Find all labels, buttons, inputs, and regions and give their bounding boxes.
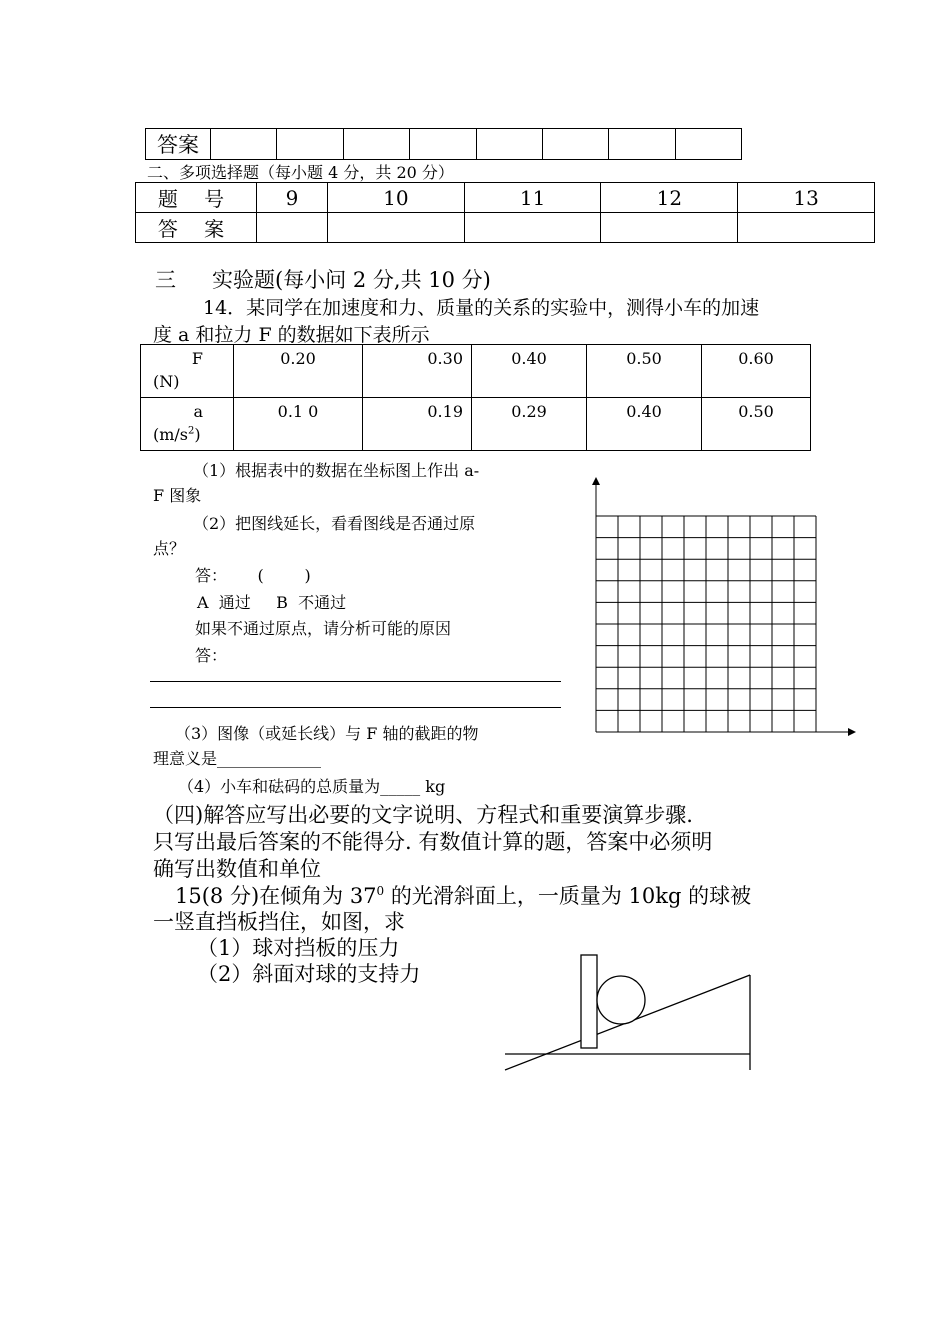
answer-cell[interactable] — [738, 213, 875, 243]
a-label: a — [193, 402, 203, 421]
section2-heading: 二、多项选择题（每小题 4 分，共 20 分） — [147, 163, 454, 182]
f-value: 0.50 — [587, 345, 702, 398]
f-value: 0.30 — [363, 345, 472, 398]
f-value: 0.20 — [234, 345, 363, 398]
section3-heading: 实验题(每小问 2 分,共 10 分) — [212, 268, 491, 292]
data-table — [140, 344, 811, 451]
a-unit: $(m/s^2)$ — [153, 425, 201, 444]
p2-options: A 通过 B 不通过 — [197, 593, 347, 612]
answer-cell[interactable] — [211, 129, 277, 160]
answer-cell[interactable] — [328, 213, 465, 243]
question-number: 11 — [464, 183, 601, 213]
question-number: 13 — [738, 183, 875, 213]
p3-line2: 理意义是_____________ — [153, 749, 322, 768]
ball — [597, 976, 645, 1024]
f-value: 0.60 — [702, 345, 811, 398]
a-label-cell — [141, 398, 234, 451]
q14-line1: 14．某同学在加速度和力、质量的关系的实验中，测得小车的加速 — [203, 297, 760, 319]
q14-line2: 度 a 和拉力 F 的数据如下表所示 — [153, 324, 430, 346]
f-label-cell — [141, 345, 234, 398]
answer-cell[interactable] — [277, 129, 343, 160]
a-value: 0.29 — [472, 398, 587, 451]
answer-cell[interactable] — [343, 129, 409, 160]
multi-choice-table — [135, 182, 875, 243]
question-number: 10 — [328, 183, 465, 213]
p4: （4）小车和砝码的总质量为_____ kg — [178, 777, 446, 796]
plot-grid[interactable] — [585, 475, 865, 745]
p2-line1: （2）把图线延长，看看图线是否通过原 — [193, 514, 476, 533]
answer-cell[interactable] — [257, 213, 328, 243]
answer-row-table — [145, 128, 742, 160]
question-number: 12 — [601, 183, 738, 213]
answer-cell[interactable] — [609, 129, 675, 160]
section4-line2: 只写出最后答案的不能得分. 有数值计算的题，答案中必须明 — [153, 830, 713, 854]
answer-row-label: 答 案 — [136, 213, 257, 243]
section4-line3: 确写出数值和单位 — [153, 857, 321, 881]
q15-line1: 15(8 分)在倾角为 $37^0$ 的光滑斜面上，一质量为 10kg 的球被 — [175, 884, 752, 908]
f-value: 0.40 — [472, 345, 587, 398]
p1-line1: （1）根据表中的数据在坐标图上作出 a- — [193, 461, 480, 480]
p2-answer: 答： ( ) — [195, 566, 311, 585]
answer-cell[interactable] — [410, 129, 476, 160]
question-number: 9 — [257, 183, 328, 213]
x-axis-arrow-icon — [848, 728, 856, 736]
answer-cell[interactable] — [601, 213, 738, 243]
answer-cell[interactable] — [675, 129, 741, 160]
a-value: 0.19 — [363, 398, 472, 451]
a-value: 0.1 0 — [234, 398, 363, 451]
answer-blank-line[interactable] — [150, 707, 561, 708]
a-value: 0.40 — [587, 398, 702, 451]
answer-cell[interactable] — [542, 129, 608, 160]
p2-line2: 点？ — [153, 539, 186, 558]
answer-cell[interactable] — [476, 129, 542, 160]
answer-cell[interactable] — [464, 213, 601, 243]
incline-diagram — [500, 950, 760, 1080]
answer-row-label: 答案 — [146, 129, 211, 160]
section4-line1: （四)解答应写出必要的文字说明、方程式和重要演算步骤. — [153, 803, 693, 827]
a-value: 0.50 — [702, 398, 811, 451]
vertical-board — [581, 955, 597, 1048]
number-row-label: 题 号 — [136, 183, 257, 213]
section3-number: 三 — [155, 268, 176, 292]
f-unit: (N) — [153, 372, 180, 391]
p1-line2: F 图象 — [153, 486, 202, 505]
q15-sub1: （1）球对挡板的压力 — [197, 936, 400, 960]
p3-line1: （3）图像（或延长线）与 F 轴的截距的物 — [175, 724, 479, 743]
p2-answer2: 答： — [195, 646, 228, 665]
answer-blank-line[interactable] — [150, 681, 561, 682]
p2-reason: 如果不通过原点，请分析可能的原因 — [195, 619, 452, 638]
q15-sub2: （2）斜面对球的支持力 — [197, 962, 421, 986]
y-axis-arrow-icon — [592, 477, 600, 485]
f-label: F — [191, 349, 203, 368]
q15-line2: 一竖直挡板挡住，如图，求 — [153, 910, 405, 934]
